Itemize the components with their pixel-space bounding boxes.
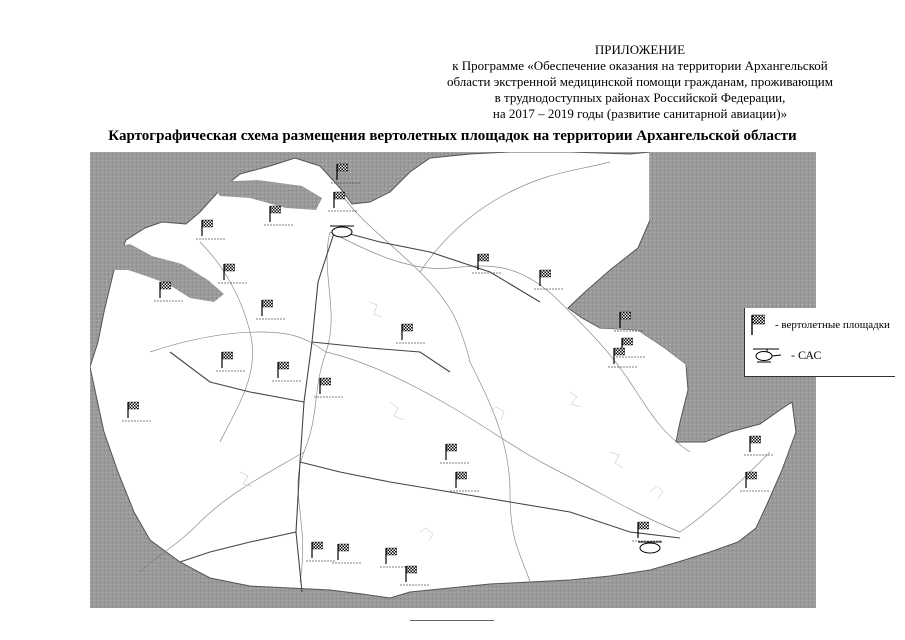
legend-sas	[751, 346, 821, 364]
appendix-line-5: на 2017 – 2019 годы (развитие санитарной авиации)»	[492, 106, 788, 121]
appendix-line-2: к Программе «Обеспечение оказания на территории Архангельской	[452, 58, 828, 73]
helicopter-icon	[640, 543, 660, 553]
checkered-flag-icon	[751, 314, 767, 336]
map[interactable]	[90, 152, 890, 608]
legend-sas-label: - САС	[791, 347, 822, 362]
page-rule	[410, 620, 494, 621]
appendix-line-3: области экстренной медицинской помощи гражданам, проживающим	[447, 74, 833, 89]
helicopter-icon	[332, 227, 352, 237]
map-canvas[interactable]	[90, 152, 816, 608]
legend-helipad	[751, 314, 890, 336]
map-title: Картографическая схема размещения вертолетных площадок на территории Архангельской области	[108, 128, 797, 144]
appendix-line-4: в труднодоступных районах Российской Федерации,	[494, 90, 786, 105]
legend-helipad-label: - вертолетные площадки	[775, 319, 890, 331]
appendix-line-1: ПРИЛОЖЕНИЕ	[594, 42, 686, 57]
appendix-header	[420, 42, 860, 122]
helicopter-icon	[751, 346, 783, 364]
map-legend	[744, 308, 895, 377]
